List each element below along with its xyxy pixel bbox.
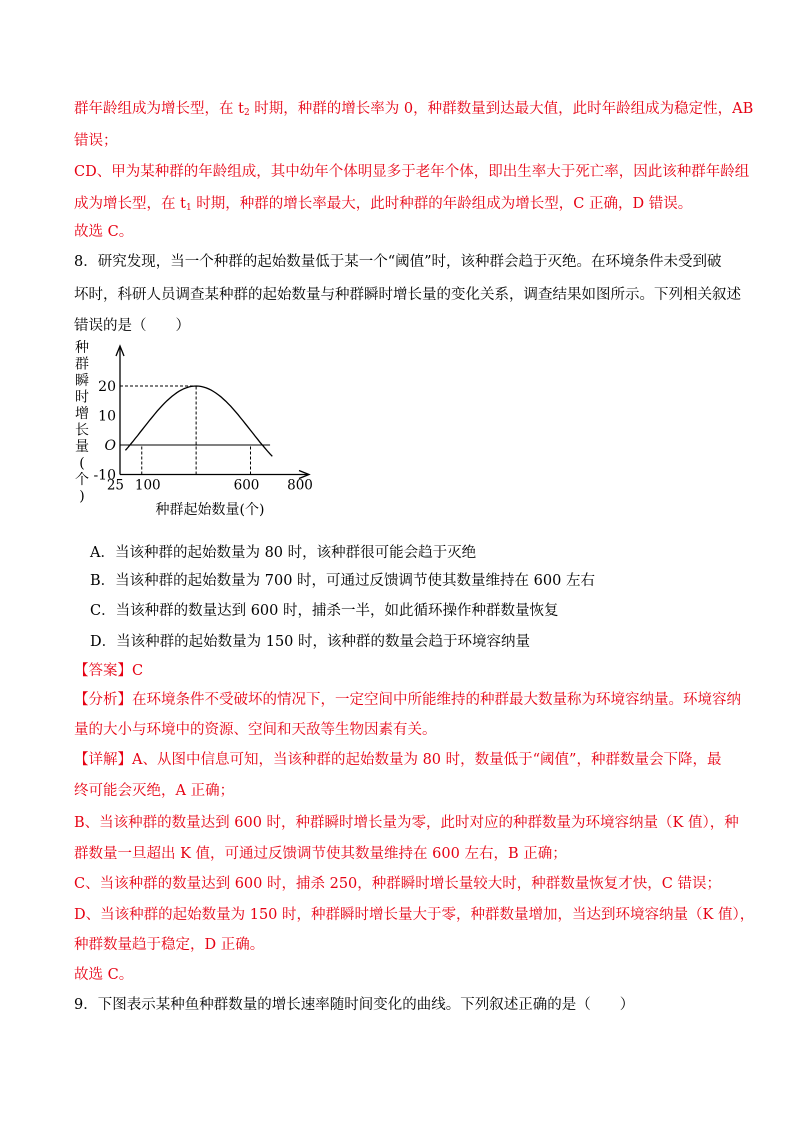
q8-option-a: A．当该种群的起始数量为 80 时，该种群很可能会趋于灭绝 xyxy=(90,545,477,561)
chart-series xyxy=(125,386,272,456)
q8-detail-line-3: B、当该种群的数量达到 600 时，种群瞬时增长量为零，此时对应的种群数量为环境容纳量（K 值），种 xyxy=(74,815,739,831)
q8-detail-line-6: D、当该种群的起始数量为 150 时，种群瞬时增长量大于零，种群数量增加，当达到环境容纳量（K 值）， xyxy=(74,907,755,923)
y-axis-label-char: ) xyxy=(79,488,85,505)
q8-conclusion: 故选 C。 xyxy=(74,967,134,983)
growth-curve xyxy=(125,386,272,456)
chart-reference-lines xyxy=(120,386,251,475)
chart-ticks xyxy=(93,379,312,494)
y-tick-label: O xyxy=(104,438,116,454)
q8-detail-line-4: 群数量一旦超出 K 值，可通过反馈调节使其数量维持在 600 左右，B 正确； xyxy=(74,846,567,862)
y-axis-label-char: 时 xyxy=(75,389,89,406)
q8-option-c: C．当该种群的数量达到 600 时，捕杀一半，如此循环操作种群数量恢复 xyxy=(90,603,559,619)
y-tick-label: 10 xyxy=(98,408,116,425)
y-axis-label-char: 量 xyxy=(75,439,89,455)
q8-option-b: B．当该种群的起始数量为 700 时，可通过反馈调节使其数量维持在 600 左右 xyxy=(90,573,595,589)
chart-axes xyxy=(116,346,309,479)
q8-stem-line-1: 8．研究发现，当一个种群的起始数量低于某一个“阈值”时，该种群会趋于灭绝。在环境条件未受到破 xyxy=(74,254,722,270)
q9-stem: 9．下图表示某种鱼种群数量的增长速率随时间变化的曲线。下列叙述正确的是（ ） xyxy=(74,997,635,1013)
prev-answer-conclusion: 故选 C。 xyxy=(74,224,134,240)
y-tick-label: 20 xyxy=(98,379,116,395)
y-axis-label-char: 长 xyxy=(75,422,89,439)
q8-stem-line-2: 坏时，科研人员调查某种群的起始数量与种群瞬时增长量的变化关系，调查结果如图所示。下列相关叙述 xyxy=(74,287,741,303)
y-axis-label-char: 种 xyxy=(75,340,89,356)
y-axis-label-char: ( xyxy=(79,455,85,472)
y-axis-label-char: 个 xyxy=(75,472,89,488)
y-axis-label-char: 瞬 xyxy=(75,373,89,389)
q8-detail-line-2: 终可能会灭绝，A 正确； xyxy=(74,783,235,799)
y-axis-label-char: 群 xyxy=(75,356,89,373)
y-axis-label-char: 增 xyxy=(75,406,89,422)
q8-detail-line-1: 【详解】A、从图中信息可知，当该种群的起始数量为 80 时，数量低于“阈值”，种群数量会下降，最 xyxy=(74,752,722,768)
prev-answer-line-3: CD、甲为某种群的年龄组成，其中幼年个体明显多于老年个体，即出生率大于死亡率，因此该种群年龄组 xyxy=(74,164,750,180)
x-axis-label: 种群起始数量(个) xyxy=(155,502,265,518)
prev-answer-line-4: 成为增长型，在 $t_1$ 时期，种群的增长率最大，此时种群的年龄组成为增长型，C 正确，D 错误。 xyxy=(74,196,693,213)
q8-analysis-line-1: 【分析】在环境条件不受破坏的情况下，一定空间中所能维持的种群最大数量称为环境容纳量。环境容纳 xyxy=(74,692,741,708)
q8-stem-line-3: 错误的是（ ） xyxy=(74,318,190,334)
growth-chart xyxy=(72,338,332,520)
x-tick-label: 600 xyxy=(233,477,260,494)
q8-detail-line-7: 种群数量趋于稳定，D 正确。 xyxy=(74,937,265,953)
q8-option-d: D．当该种群的起始数量为 150 时，该种群的数量会趋于环境容纳量 xyxy=(90,634,531,650)
q8-analysis-line-2: 量的大小与环境中的资源、空间和天敌等生物因素有关。 xyxy=(74,722,437,738)
x-tick-label: 25 xyxy=(106,477,125,494)
prev-answer-line-1: 群年龄组成为增长型，在 $t_2$ 时期，种群的增长率为 0，种群数量到达最大值，此时年龄组成为稳定性，AB xyxy=(74,101,754,118)
x-tick-label: 800 xyxy=(287,477,313,494)
q8-detail-line-5: C、当该种群的数量达到 600 时，捕杀 250，种群瞬时增长量较大时，种群数量恢复才快，C 错误； xyxy=(74,876,721,892)
prev-answer-line-2: 错误； xyxy=(74,133,118,149)
x-tick-label: 100 xyxy=(134,477,161,494)
y-tick-label: -10 xyxy=(93,467,116,484)
q8-answer: 【答案】C xyxy=(74,663,144,679)
